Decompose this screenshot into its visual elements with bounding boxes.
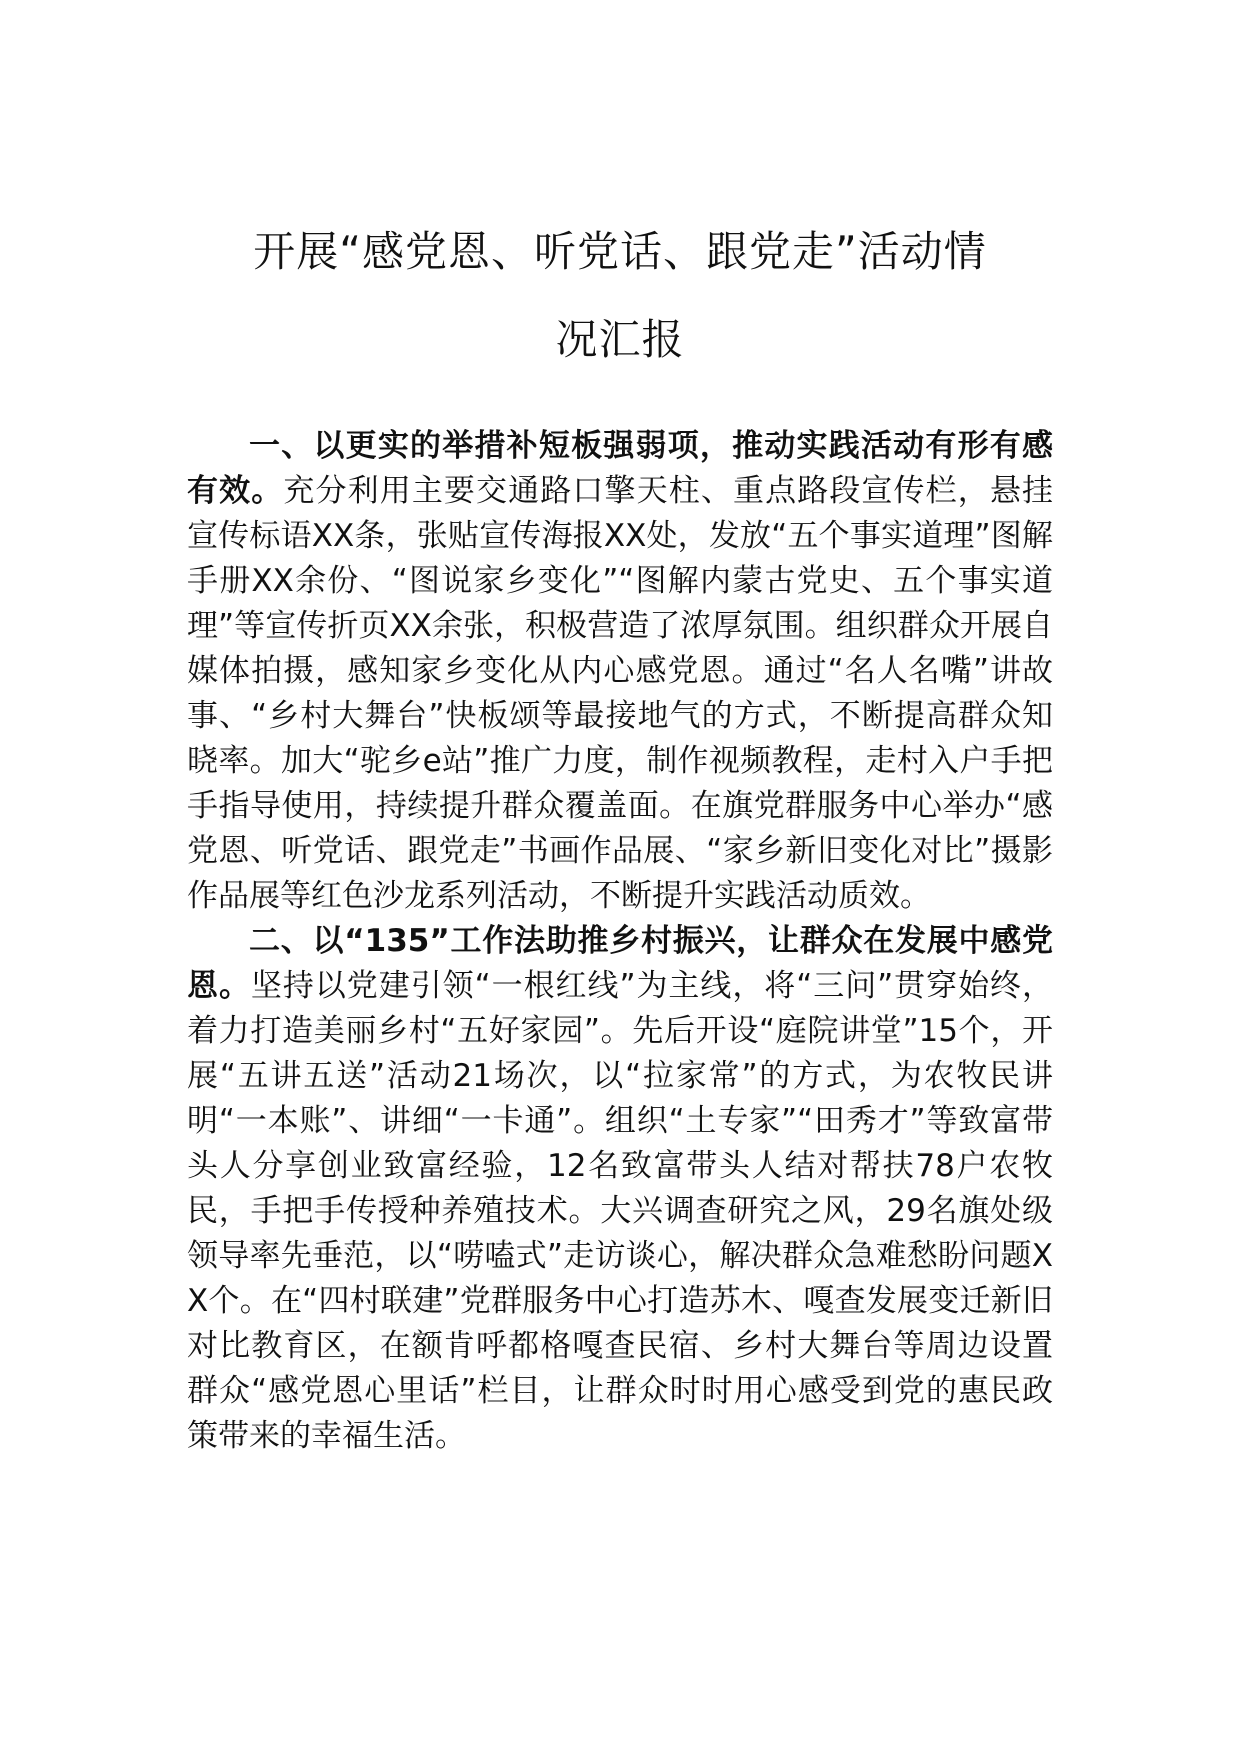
paragraph-1-text: 充分利用主要交通路口擎天柱、重点路段宣传栏，悬挂宣传标语XX条，张贴宣传海报XX处，发放“五个事实道理”图解手册XX余份、“图说家乡变化”“图解内蒙古党史、五个事实道理”等宣传折页XX余张，积极营造了浓厚氛围。组织群众开展自媒体拍摄，感知家乡变化从内心感党恩。通过“名人名嘴”讲故事、“乡村大舞台”快板颂等最接地气的方式，不断提高群众知晓率。加大“驼乡e站”推广力度，制作视频教程，走村入户手把手指导使用，持续提升群众覆盖面。在旗党群服务中心举办“感党恩、听党话、跟党走”书画作品展、“家乡新旧变化对比”摄影作品展等红色沙龙系列活动，不断提升实践活动质效。: [187, 473, 1054, 914]
paragraph-2-text: 坚持以党建引领“一根红线”为主线，将“三问”贯穿始终，着力打造美丽乡村“五好家园”。先后开设“庭院讲堂”15个，开展“五讲五送”活动21场次，以“拉家常”的方式，为农牧民讲明“一本账”、讲细“一卡通”。组织“土专家”“田秀才”等致富带头人分享创业致富经验，12名致富带头人结对帮扶78户农牧民，手把手传授种养殖技术。大兴调查研究之风，29名旗处级领导率先垂范，以“唠嗑式”走访谈心，解决群众急难愁盼问题XX个。在“四村联建”党群服务中心打造苏木、嘎查发展变迁新旧对比教育区，在额肯呼都格嘎查民宿、乡村大舞台等周边设置群众“感党恩心里话”栏目，让群众时时用心感受到党的惠民政策带来的幸福生活。: [187, 968, 1053, 1454]
document-title: [170, 208, 1070, 384]
document-body: [187, 424, 1053, 1459]
paragraph-1-heading: 一、以更实的举措补短板强弱项，推动实践活动有形有感有效。: [187, 428, 1053, 509]
paragraph-1: [187, 424, 1053, 919]
paragraph-2-heading: 二、以“135”工作法助推乡村振兴，让群众在发展中感党恩。: [187, 923, 1053, 1004]
paragraph-2: [187, 919, 1053, 1459]
title-line-2: 况汇报: [555, 315, 685, 364]
title-line-1: 开展“感党恩、听党话、跟党走”活动情: [253, 227, 987, 276]
